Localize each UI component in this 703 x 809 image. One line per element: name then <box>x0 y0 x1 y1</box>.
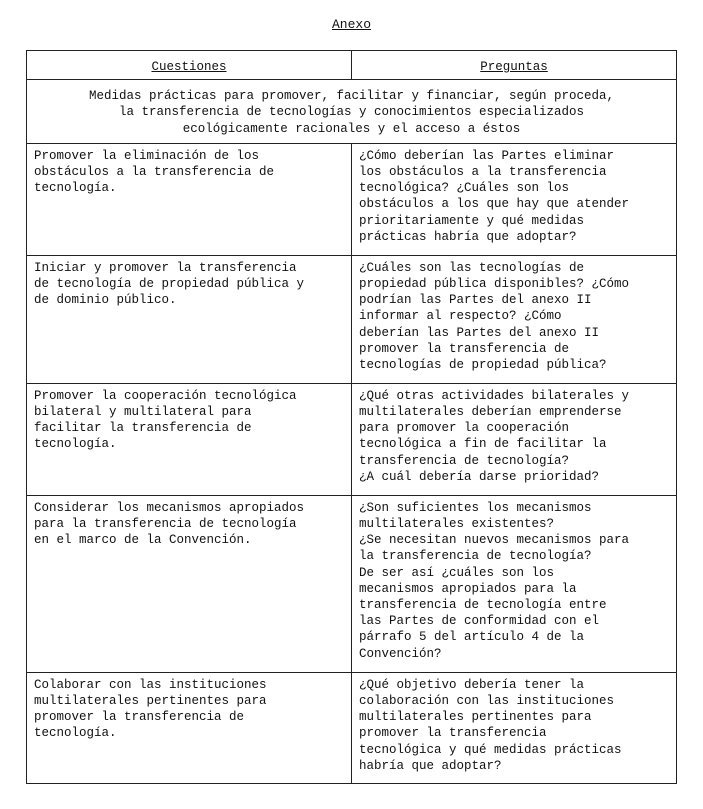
table-header-row <box>27 51 677 80</box>
question-cell: ¿Cómo deberían las Partes eliminar los obstáculos a la transferencia tecnológica? ¿Cuáles son los obstáculos a los que hay que atender prioritariamente y qué medidas prácticas habría que adoptar? <box>352 143 677 255</box>
question-cell: ¿Qué otras actividades bilaterales y multilaterales deberían emprenderse para promover la cooperación tecnológica a fin de facilitar la transferencia de tecnología? ¿A cuál debería darse prioridad? <box>352 383 677 495</box>
table-row <box>27 383 677 495</box>
question-cell: ¿Qué objetivo debería tener la colaboración con las instituciones multilaterales pertinentes para promover la transferencia tecnológica y qué medidas prácticas habría que adoptar? <box>352 672 677 783</box>
issue-cell: Colaborar con las instituciones multilaterales pertinentes para promover la transferencia de tecnología. <box>27 672 352 783</box>
table-row <box>27 143 677 255</box>
question-cell: ¿Cuáles son las tecnologías de propiedad pública disponibles? ¿Cómo podrían las Partes del anexo II informar al respecto? ¿Cómo deberían las Partes del anexo II promover la transferencia de tecnologías de propiedad pública? <box>352 255 677 383</box>
table-subheader-row <box>27 80 677 144</box>
page-title: Anexo <box>331 17 371 32</box>
annex-table <box>26 50 677 784</box>
table-row <box>27 495 677 672</box>
table-row <box>27 255 677 383</box>
column-header-cuestiones: Cuestiones <box>27 51 352 80</box>
issue-cell: Considerar los mecanismos apropiados para la transferencia de tecnología en el marco de la Convención. <box>27 495 352 672</box>
issue-cell: Iniciar y promover la transferencia de tecnología de propiedad pública y de dominio público. <box>27 255 352 383</box>
question-cell: ¿Son suficientes los mecanismos multilaterales existentes? ¿Se necesitan nuevos mecanismos para la transferencia de tecnología? De ser así ¿cuáles son los mecanismos apropiados para la transferencia de tecnología entre las Partes de conformidad con el párrafo 5 del artículo 4 de la Convención? <box>352 495 677 672</box>
table-row <box>27 672 677 783</box>
table-subheader: Medidas prácticas para promover, facilitar y financiar, según proceda, la transferencia de tecnologías y conocimientos especializados ecológicamente racionales y el acceso a éstos <box>27 80 677 144</box>
issue-cell: Promover la cooperación tecnológica bilateral y multilateral para facilitar la transferencia de tecnología. <box>27 383 352 495</box>
issue-cell: Promover la eliminación de los obstáculos a la transferencia de tecnología. <box>27 143 352 255</box>
column-header-preguntas: Preguntas <box>352 51 677 80</box>
